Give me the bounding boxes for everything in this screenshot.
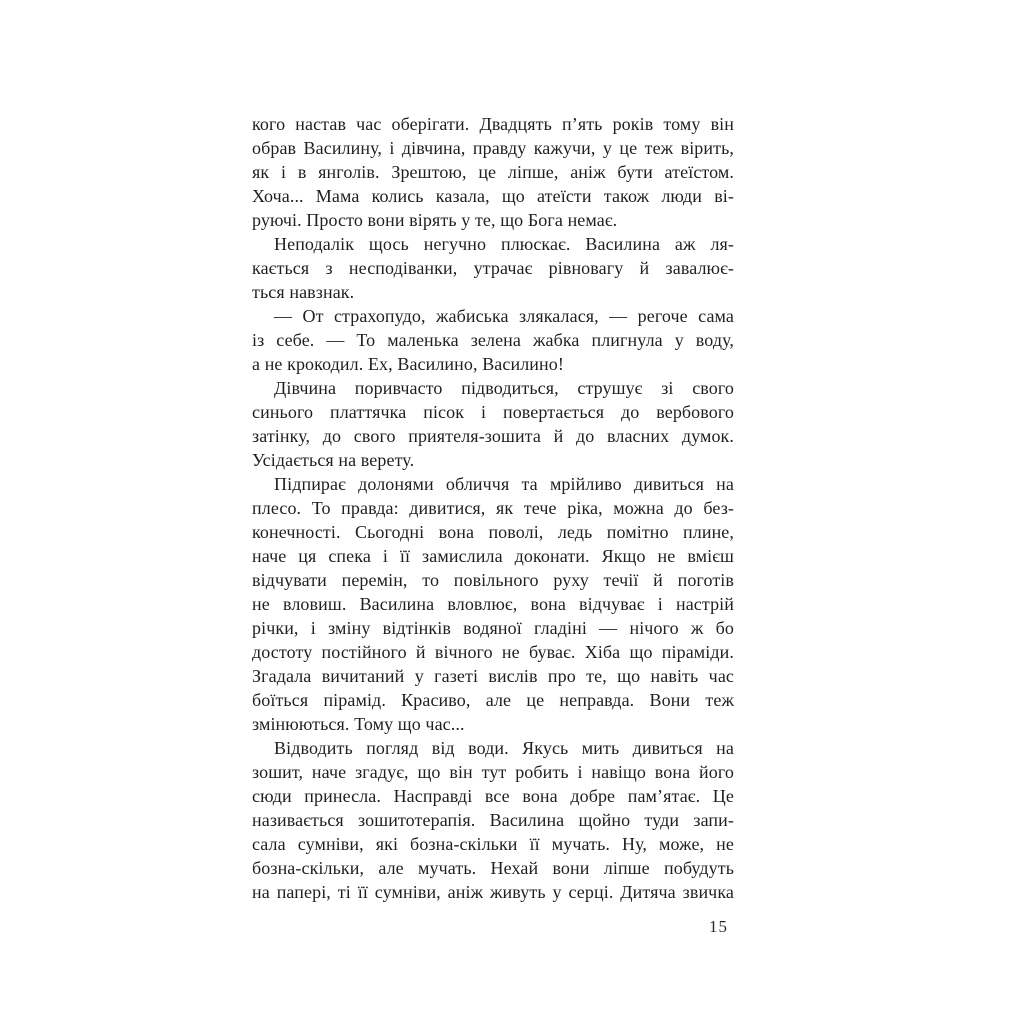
text-line: — От страхопудо, жабиська злякалася, — регоче сама xyxy=(274,306,734,326)
text-line: конечності. Сьогодні вона поволі, ледь помітно плине, xyxy=(252,522,734,542)
text-line: відчувати перемін, то повільного руху течії й поготів xyxy=(252,570,734,590)
text-line: плесо. То правда: дивитися, як тече ріка, можна до без- xyxy=(252,498,734,518)
text-line: руючі. Просто вони вірять у те, що Бога немає. xyxy=(252,210,618,230)
text-line: наче ця спека і її замислила доконати. Якщо не вмієш xyxy=(252,546,734,566)
text-line: бозна-скільки, але мучать. Нехай вони ліпше побудуть xyxy=(252,858,734,878)
text-line: як і в янголів. Зрештою, це ліпше, аніж бути атеїстом. xyxy=(252,162,734,182)
paragraph xyxy=(252,232,734,304)
paragraph xyxy=(252,472,734,736)
text-line: кого настав час оберігати. Двадцять п’ять років тому він xyxy=(252,114,734,134)
text-line: на папері, ті її сумніви, аніж живуть у серці. Дитяча звичка xyxy=(252,882,734,902)
text-line: синього платтячка пісок і повертається до вербового xyxy=(252,402,734,422)
paragraph xyxy=(252,304,734,376)
text-line: Дівчина поривчасто підводиться, струшує зі свого xyxy=(274,378,734,398)
text-line: змінюються. Тому що час... xyxy=(252,714,465,734)
text-line: зошит, наче згадує, що він тут робить і навіщо вона його xyxy=(252,762,734,782)
paragraph xyxy=(252,112,734,232)
text-line: обрав Василину, і дівчина, правду кажучи, у це теж вірить, xyxy=(252,138,734,158)
text-line: із себе. — То маленька зелена жабка плигнула у воду, xyxy=(252,330,734,350)
text-line: Усідається на верету. xyxy=(252,450,415,470)
text-block xyxy=(252,112,734,904)
text-line: Неподалік щось негучно плюскає. Василина аж ля- xyxy=(274,234,734,254)
text-line: Хоча... Мама колись казала, що атеїсти також люди ві- xyxy=(252,186,734,206)
paragraph xyxy=(252,376,734,472)
text-line: сюди принесла. Насправді все вона добре пам’ятає. Це xyxy=(252,786,734,806)
text-line: Підпирає долонями обличчя та мрійливо дивиться на xyxy=(274,474,734,494)
text-line: річки, і зміну відтінків водяної гладіні — нічого ж бо xyxy=(252,618,734,638)
text-line: а не крокодил. Ех, Василино, Василино! xyxy=(252,354,564,374)
text-line: Згадала вичитаний у газеті вислів про те, що навіть час xyxy=(252,666,734,686)
text-line: боїться пірамід. Красиво, але це неправда. Вони теж xyxy=(252,690,734,710)
page-number: 15 xyxy=(709,917,728,936)
text-line: затінку, до свого приятеля-зошита й до власних думок. xyxy=(252,426,734,446)
paragraph xyxy=(252,736,734,904)
text-line: ться навзнак. xyxy=(252,282,355,302)
text-line: достоту постійного й вічного не буває. Хіба що піраміди. xyxy=(252,642,734,662)
text-line: називається зошитотерапія. Василина щойно туди запи- xyxy=(252,810,734,830)
text-line: не вловиш. Василина вловлює, вона відчуває і настрій xyxy=(252,594,734,614)
text-line: кається з несподіванки, утрачає рівновагу й завалює- xyxy=(252,258,734,278)
text-line: сала сумніви, які бозна-скільки її мучать. Ну, може, не xyxy=(252,834,734,854)
text-line: Відводить погляд від води. Якусь мить дивиться на xyxy=(274,738,734,758)
